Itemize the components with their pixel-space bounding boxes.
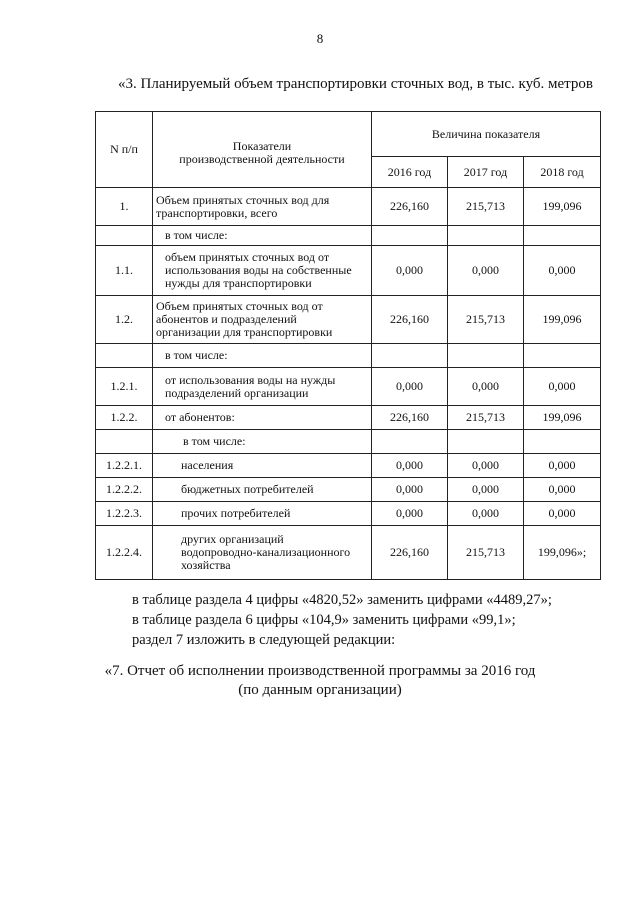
row-indicator [153, 406, 372, 430]
row-indicator [153, 344, 372, 368]
header-indicator [153, 112, 372, 188]
row-indicator-line: водопроводно-канализационного [181, 545, 351, 559]
row-indicator-line: от абонентов: [165, 410, 235, 424]
row-value-2016 [372, 430, 448, 454]
table-row [96, 344, 601, 368]
row-value-2017: 0,000 [448, 502, 524, 526]
table-row [96, 188, 601, 226]
row-indicator-line: хозяйства [181, 558, 231, 572]
row-indicator-line: использования воды на собственные [165, 263, 352, 277]
row-indicator [153, 526, 372, 580]
row-value-2018: 0,000 [524, 368, 601, 406]
report-title-line1: «7. Отчет об исполнении производственной программы за 2016 год [104, 663, 536, 679]
row-value-2018: 199,096 [524, 406, 601, 430]
row-value-2018: 0,000 [524, 454, 601, 478]
row-value-2017: 0,000 [448, 454, 524, 478]
amendment-line: в таблице раздела 4 цифры «4820,52» заменить цифрами «4489,27»; [132, 592, 552, 608]
row-value-2016: 226,160 [372, 296, 448, 344]
row-value-2016: 0,000 [372, 368, 448, 406]
row-indicator-line: подразделений организации [165, 385, 309, 400]
row-num: 1.2.2. [96, 406, 153, 430]
row-value-2017 [448, 344, 524, 368]
report-title-line2: (по данным организации) [238, 682, 402, 698]
table-row [96, 526, 601, 580]
header-year-2016: 2016 год [372, 157, 448, 188]
row-indicator-line: в том числе: [165, 228, 228, 242]
row-value-2018 [524, 344, 601, 368]
row-value-2016 [372, 226, 448, 246]
transport-volume-table [95, 111, 601, 580]
row-num: 1.2.1. [96, 368, 153, 406]
row-num: 1.1. [96, 246, 153, 296]
row-value-2016: 0,000 [372, 478, 448, 502]
row-indicator [153, 226, 372, 246]
row-value-2017: 215,713 [448, 526, 524, 580]
header-num: N п/п [96, 112, 153, 188]
row-indicator-line: организации для транспортировки [156, 325, 333, 339]
row-indicator-line: в том числе: [183, 434, 246, 448]
row-indicator-line: от использования воды на нужды [165, 372, 336, 387]
table-row [96, 368, 601, 406]
row-indicator-line: Объем принятых сточных вод от [156, 299, 323, 313]
row-indicator-line: бюджетных потребителей [181, 482, 314, 496]
table-row [96, 478, 601, 502]
table-row [96, 406, 601, 430]
amendment-line: раздел 7 изложить в следующей редакции: [132, 632, 396, 648]
row-value-2016: 0,000 [372, 246, 448, 296]
row-num: 1.2.2.4. [96, 526, 153, 580]
row-indicator-line: объем принятых сточных вод от [165, 250, 330, 264]
row-num [96, 430, 153, 454]
row-value-2018 [524, 226, 601, 246]
table-row [96, 454, 601, 478]
row-indicator [153, 430, 372, 454]
row-num: 1.2. [96, 296, 153, 344]
header-indicator-line1: Показатели [232, 138, 292, 153]
page-number: 8 [316, 31, 324, 46]
row-num [96, 226, 153, 246]
row-value-2016 [372, 344, 448, 368]
row-indicator [153, 368, 372, 406]
row-value-2016: 226,160 [372, 406, 448, 430]
row-indicator-line: абонентов и подразделений [156, 312, 297, 326]
row-indicator-line: Объем принятых сточных вод для [156, 192, 330, 207]
row-value-2017: 0,000 [448, 368, 524, 406]
row-value-2018 [524, 430, 601, 454]
table-row [96, 430, 601, 454]
row-indicator-line: других организаций [181, 532, 284, 546]
table-row [96, 502, 601, 526]
row-value-2017: 215,713 [448, 296, 524, 344]
row-value-2017 [448, 430, 524, 454]
header-value-group: Величина показателя [372, 112, 601, 157]
table-row [96, 296, 601, 344]
table-row [96, 246, 601, 296]
row-num: 1.2.2.3. [96, 502, 153, 526]
row-value-2016: 0,000 [372, 502, 448, 526]
table-row [96, 226, 601, 246]
row-num: 1.2.2.2. [96, 478, 153, 502]
section-title: «3. Планируемый объем транспортировки сточных вод, в тыс. куб. метров [118, 76, 594, 92]
row-num [96, 344, 153, 368]
header-year-2017: 2017 год [448, 157, 524, 188]
row-indicator [153, 188, 372, 226]
row-num: 1.2.2.1. [96, 454, 153, 478]
row-indicator [153, 246, 372, 296]
row-value-2016: 0,000 [372, 454, 448, 478]
row-value-2017: 0,000 [448, 246, 524, 296]
row-value-2016: 226,160 [372, 526, 448, 580]
row-indicator [153, 454, 372, 478]
row-indicator [153, 478, 372, 502]
row-value-2018: 199,096 [524, 188, 601, 226]
row-indicator-line: прочих потребителей [181, 506, 291, 520]
row-indicator [153, 502, 372, 526]
row-num: 1. [96, 188, 153, 226]
header-indicator-line2: производственной деятельности [179, 151, 345, 166]
row-value-2018: 199,096 [524, 296, 601, 344]
row-value-2018: 0,000 [524, 246, 601, 296]
row-value-2018: 0,000 [524, 502, 601, 526]
row-indicator-line: в том числе: [165, 348, 228, 362]
row-value-2017: 215,713 [448, 188, 524, 226]
row-value-2017: 0,000 [448, 478, 524, 502]
row-value-2017 [448, 226, 524, 246]
row-indicator-line: населения [181, 458, 234, 472]
row-value-2018: 0,000 [524, 478, 601, 502]
row-value-2016: 226,160 [372, 188, 448, 226]
header-year-2018: 2018 год [524, 157, 601, 188]
row-indicator-line: нужды для транспортировки [165, 276, 312, 290]
row-indicator [153, 296, 372, 344]
row-value-2018: 199,096»; [524, 526, 601, 580]
row-indicator-line: транспортировки, всего [156, 205, 278, 220]
row-value-2017: 215,713 [448, 406, 524, 430]
amendment-line: в таблице раздела 6 цифры «104,9» заменить цифрами «99,1»; [132, 612, 516, 628]
